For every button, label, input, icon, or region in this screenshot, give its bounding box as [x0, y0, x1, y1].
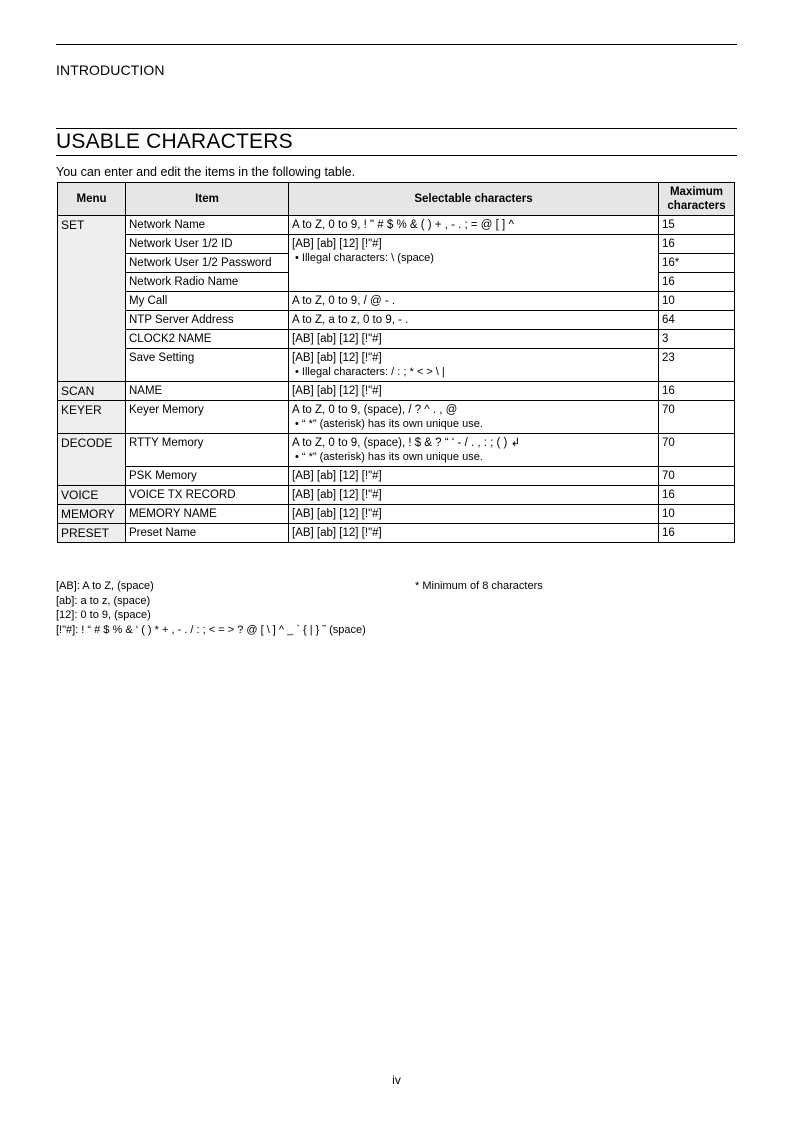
chars-cell: A to Z, 0 to 9, ! " # $ % & ( ) + , - . ; = @ [ ] ^ [289, 216, 659, 235]
chars-text: [AB] [ab] [12] [!"#] [292, 352, 382, 364]
intro-text: You can enter and edit the items in the following table. [56, 165, 356, 179]
max-cell: 23 [659, 349, 735, 382]
section-label: INTRODUCTION [56, 62, 165, 78]
item-cell: Network Radio Name [126, 273, 289, 292]
chars-cell: [AB] [ab] [12] [!"#] [289, 467, 659, 486]
header-rule [56, 44, 737, 45]
page-number: iv [392, 1073, 401, 1087]
header-item: Item [126, 183, 289, 216]
item-cell: Network User 1/2 Password [126, 254, 289, 273]
menu-cell: VOICE [58, 486, 126, 505]
item-cell: VOICE TX RECORD [126, 486, 289, 505]
max-cell: 16 [659, 235, 735, 254]
title-rule-top [56, 128, 737, 129]
chars-text: A to Z, 0 to 9, (space), / ? ^ . , @ [292, 404, 458, 416]
chars-cell: A to Z, a to z, 0 to 9, - . [289, 311, 659, 330]
table-row [58, 382, 735, 401]
table-row [58, 486, 735, 505]
max-cell: 70 [659, 434, 735, 467]
table-row [58, 292, 735, 311]
page-title: USABLE CHARACTERS [56, 130, 293, 153]
menu-cell: DECODE [58, 434, 126, 486]
header-maximum-characters: Maximum characters [659, 183, 735, 216]
chars-text: [AB] [ab] [12] [!"#] [292, 238, 382, 250]
item-cell: Preset Name [126, 524, 289, 543]
item-cell: Save Setting [126, 349, 289, 382]
item-cell: PSK Memory [126, 467, 289, 486]
chars-note: • Illegal characters: / : ; * < > \ | [295, 366, 445, 378]
item-cell: RTTY Memory [126, 434, 289, 467]
item-cell: MEMORY NAME [126, 505, 289, 524]
chars-cell [289, 401, 659, 434]
max-cell: 10 [659, 292, 735, 311]
menu-cell: SCAN [58, 382, 126, 401]
max-cell: 70 [659, 401, 735, 434]
max-cell: 16 [659, 382, 735, 401]
chars-cell [289, 349, 659, 382]
title-rule-bottom [56, 155, 737, 156]
table-row [58, 349, 735, 382]
max-cell: 16* [659, 254, 735, 273]
menu-cell: PRESET [58, 524, 126, 543]
chars-note: • “ *” (asterisk) has its own unique use. [295, 451, 483, 463]
table-header-row [58, 183, 735, 216]
header-menu: Menu [58, 183, 126, 216]
max-cell: 70 [659, 467, 735, 486]
table-row [58, 434, 735, 467]
max-cell: 16 [659, 524, 735, 543]
chars-cell [289, 434, 659, 467]
menu-cell: SET [58, 216, 126, 382]
header-selectable-characters: Selectable characters [289, 183, 659, 216]
chars-cell: [AB] [ab] [12] [!"#] [289, 382, 659, 401]
chars-cell: [AB] [ab] [12] [!"#] [289, 505, 659, 524]
chars-text: A to Z, 0 to 9, (space), ! $ & ? “ ‘ - / . , : ; ( ) ↲ [292, 437, 521, 449]
item-cell: My Call [126, 292, 289, 311]
table-row [58, 330, 735, 349]
chars-note: • “ *” (asterisk) has its own unique use. [295, 418, 483, 430]
table-row [58, 467, 735, 486]
table-row [58, 401, 735, 434]
chars-cell [289, 235, 659, 292]
usable-characters-table [57, 182, 735, 543]
item-cell: NTP Server Address [126, 311, 289, 330]
max-cell: 16 [659, 486, 735, 505]
chars-cell: A to Z, 0 to 9, / @ - . [289, 292, 659, 311]
item-cell: CLOCK2 NAME [126, 330, 289, 349]
max-cell: 15 [659, 216, 735, 235]
table-row [58, 216, 735, 235]
legend-digits: [12]: 0 to 9, (space) [56, 609, 151, 621]
max-cell: 64 [659, 311, 735, 330]
max-cell: 3 [659, 330, 735, 349]
item-cell: Keyer Memory [126, 401, 289, 434]
max-cell: 10 [659, 505, 735, 524]
table-row [58, 524, 735, 543]
character-set-legend [56, 579, 366, 637]
table-row [58, 505, 735, 524]
menu-cell: KEYER [58, 401, 126, 434]
minimum-footnote: * Minimum of 8 characters [415, 580, 543, 592]
chars-cell: [AB] [ab] [12] [!"#] [289, 486, 659, 505]
item-cell: Network User 1/2 ID [126, 235, 289, 254]
item-cell: Network Name [126, 216, 289, 235]
max-cell: 16 [659, 273, 735, 292]
legend-symbols: [!"#]: ! “ # $ % & ‘ ( ) * + , - . / : ; < = > ? @ [ \ ] ^ _ ` { | } ˜ (space) [56, 623, 366, 636]
item-cell: NAME [126, 382, 289, 401]
chars-cell: [AB] [ab] [12] [!"#] [289, 524, 659, 543]
legend-uppercase: [AB]: A to Z, (space) [56, 580, 154, 592]
table-row [58, 235, 735, 254]
chars-cell: [AB] [ab] [12] [!"#] [289, 330, 659, 349]
chars-note: • Illegal characters: \ (space) [295, 252, 434, 264]
table-row [58, 311, 735, 330]
legend-lowercase: [ab]: a to z, (space) [56, 594, 151, 607]
menu-cell: MEMORY [58, 505, 126, 524]
